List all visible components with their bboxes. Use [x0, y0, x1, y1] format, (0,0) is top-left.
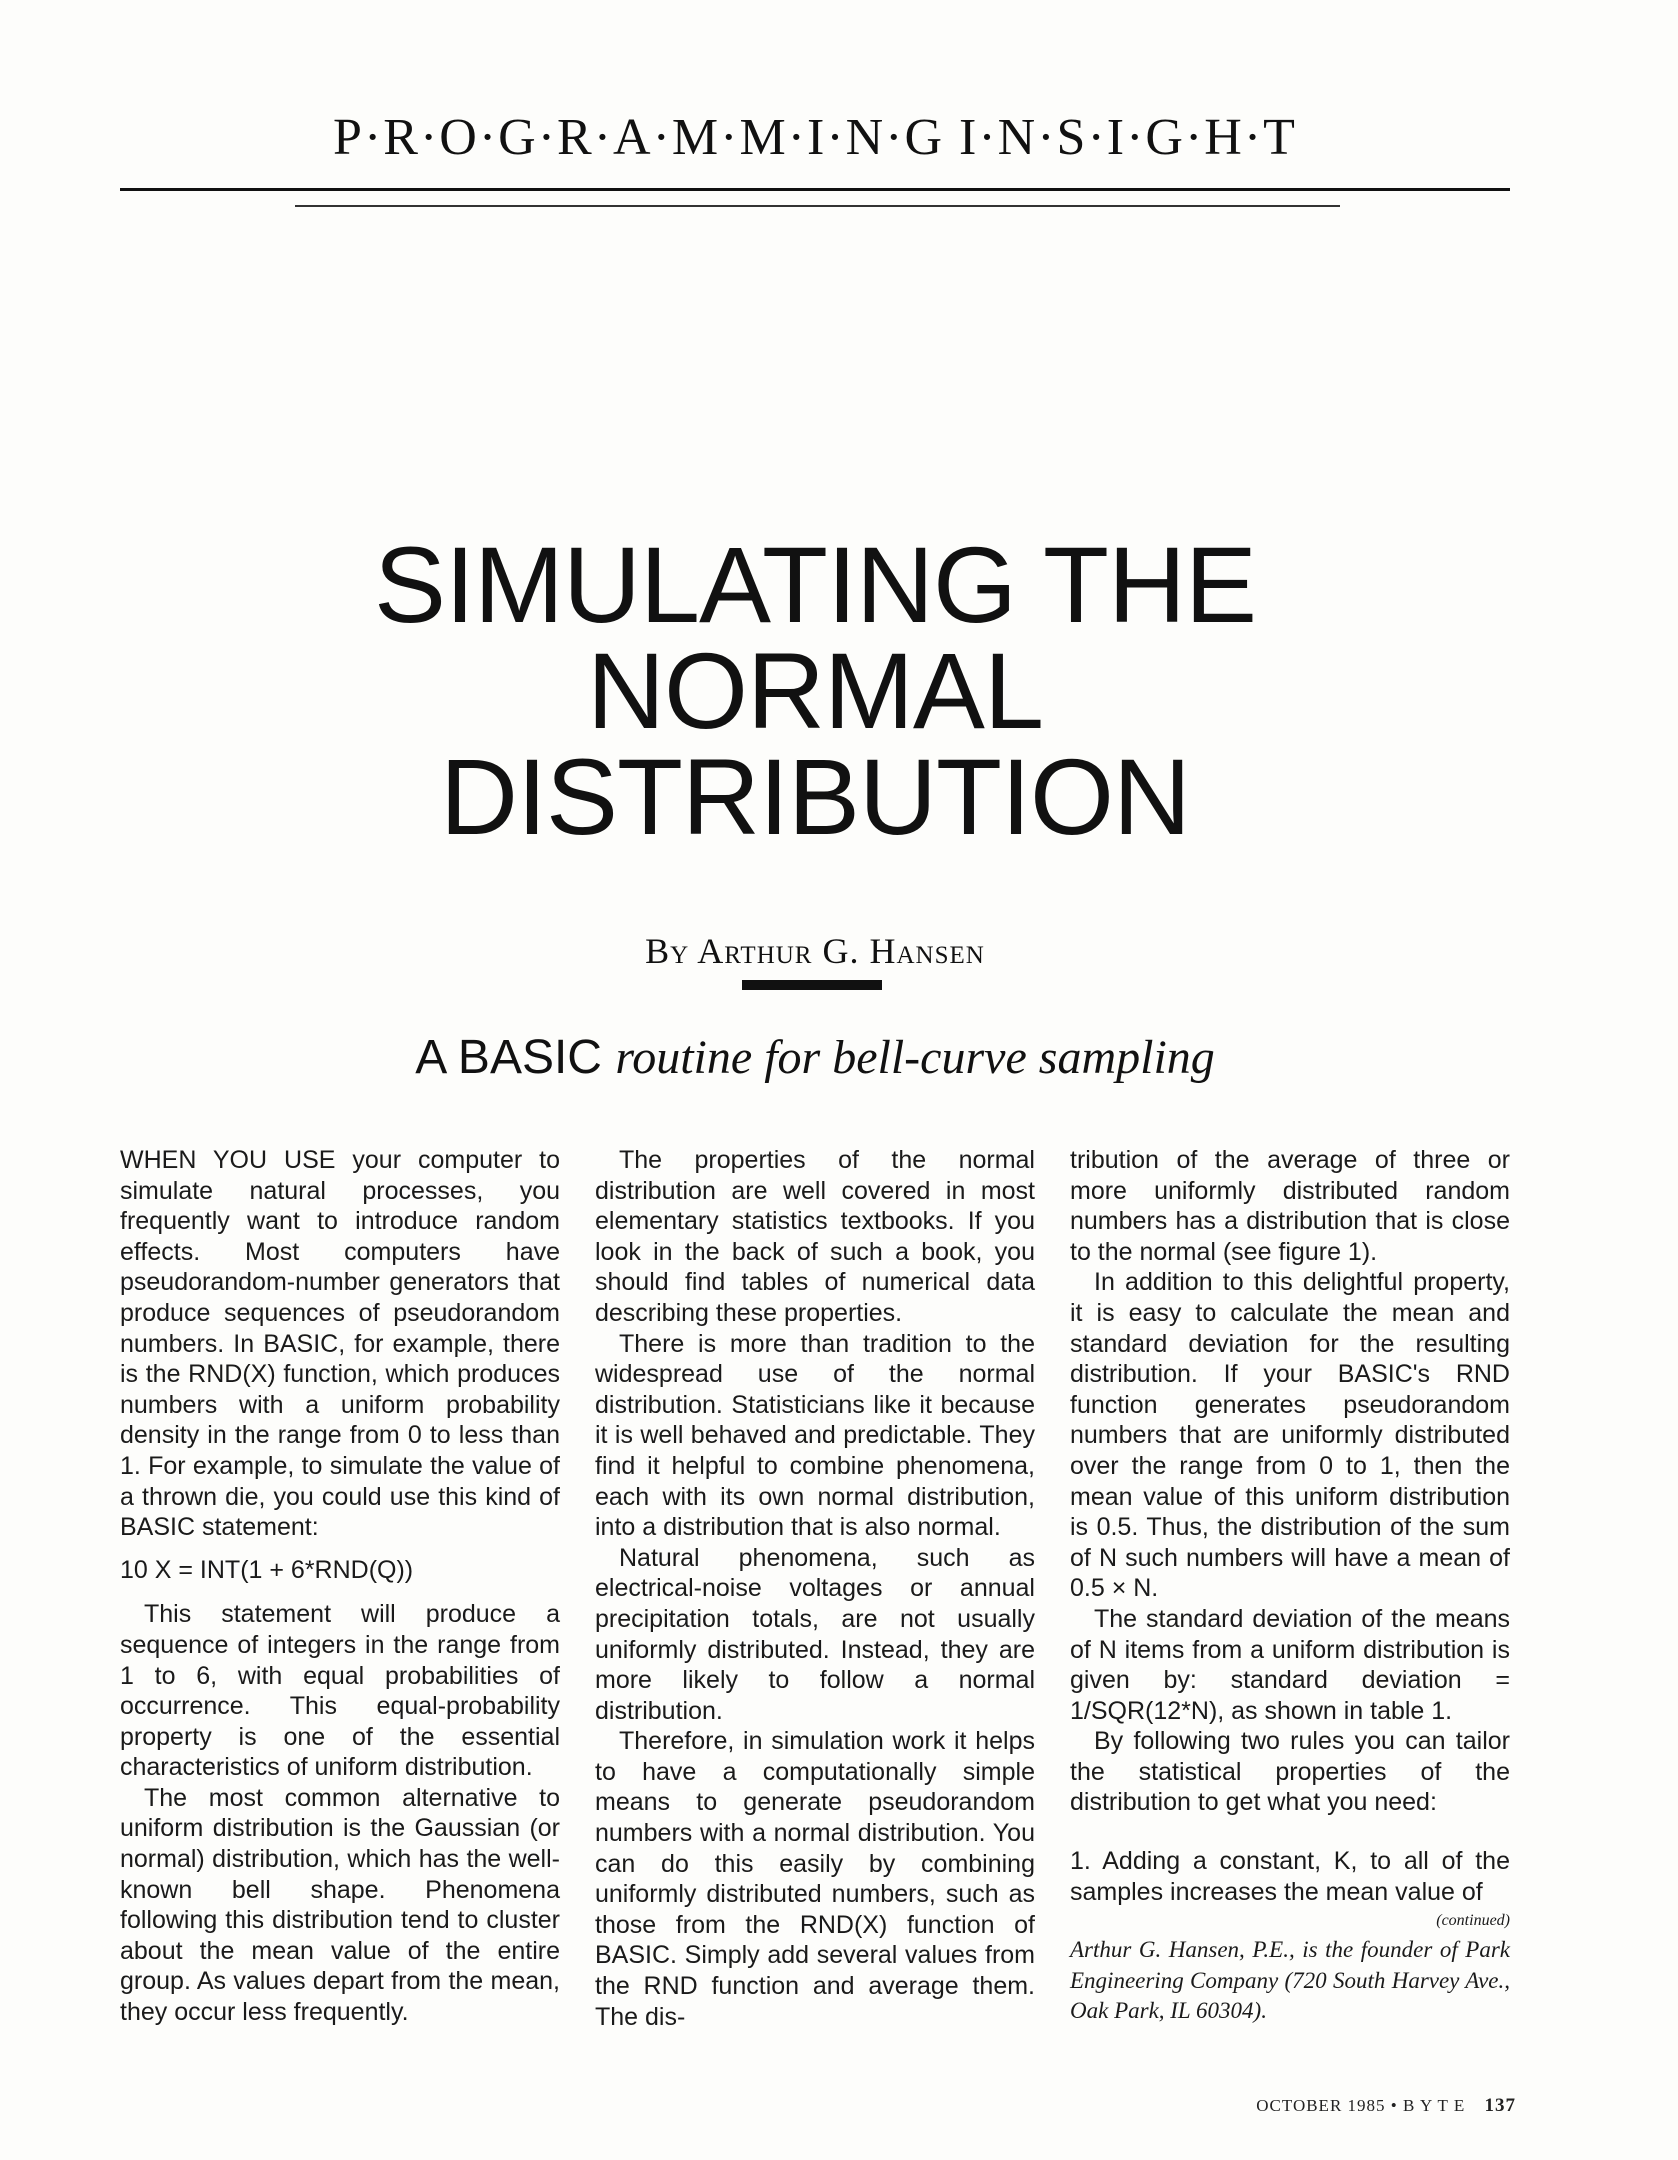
- article-title: [120, 524, 1510, 857]
- issue-line: OCTOBER 1985 • B Y T E: [1256, 2096, 1466, 2115]
- deck: [120, 1030, 1510, 1085]
- col3-paragraph-2: In addition to this delightful property, it is easy to calculate the mean and standard deviation for the resulting distribution. If your BASIC's RND function generates pseudorandom numbers that are uniformly distributed over the range from 0 to 1, then the mean value of this uniform distribution is 0.5. Thus, the distribution of the sum of N such numbers will have a mean of 0.5 × N.: [1070, 1268, 1510, 1603]
- col3-paragraph-4: By following two rules you can tailor the statistical properties of the distribution to get what you need:: [1070, 1727, 1510, 1817]
- deck-plain: A BASIC: [415, 1031, 602, 1084]
- col2-paragraph-2: There is more than tradition to the widespread use of the normal distribution. Statisticians like it because it is well behaved and predictable. They find it helpful to combine phenomena, each with its own normal distribution, into a distribution that is also normal.: [595, 1329, 1035, 1542]
- column-3: [1070, 1145, 1510, 2027]
- byline: By Arthur G. Hansen: [645, 931, 985, 971]
- col1-paragraph-1: WHEN YOU USE your computer to simulate natural processes, you frequently want to introduce random effects. Most computers have pseudorandom-number generators that produce sequences of pseudorandom numbers. In BASIC, for example, there is the RND(X) function, which produces numbers with a uniform probability density in the range from 0 to less than 1. For example, to simulate the value of a thrown die, you could use this kind of BASIC statement:: [120, 1146, 560, 1542]
- col3-paragraph-1: tribution of the average of three or more uniformly distributed random numbers has a distribution that is close to the normal (see figure 1).: [1070, 1146, 1510, 1266]
- page-number: 137: [1484, 2095, 1516, 2116]
- basic-code-line: 10 X = INT(1 + 6*RND(Q)): [120, 1555, 414, 1584]
- rule-1-text: 1. Adding a constant, K, to all of the samples increases the mean value of: [1070, 1847, 1510, 1906]
- col3-paragraph-3: The standard deviation of the means of N items from a uniform distribution is given by: standard deviation = 1/SQR(12*N), as shown in table 1.: [1070, 1604, 1510, 1725]
- column-2: [595, 1145, 1035, 2032]
- section-kicker: P·R·O·G·R·A·M·M·I·N·G I·N·S·I·G·H·T: [333, 109, 1297, 166]
- title-line-2: NORMAL: [586, 630, 1044, 751]
- page-footer: [1256, 2095, 1516, 2117]
- column-1: [120, 1145, 560, 2028]
- col2-paragraph-3: Natural phenomena, such as electrical-noise voltages or annual precipitation totals, are not usually uniformly distributed. Instead, they are more likely to follow a normal distribution.: [595, 1543, 1035, 1725]
- title-line-3: DISTRIBUTION: [439, 736, 1190, 857]
- title-line-1: SIMULATING THE: [373, 524, 1257, 645]
- col1-paragraph-2: This statement will produce a sequence of integers in the range from 1 to 6, with equal probabilities of occurrence. This equal-probability property is one of the essential characteristics of uniform distribution.: [120, 1600, 560, 1782]
- col2-paragraph-4: Therefore, in simulation work it helps to have a computationally simple means to generate pseudorandom numbers with a normal distribution. You can do this easily by combining uniformly distributed numbers, such as those from the RND(X) function of BASIC. Simply add several values from the RND function and average them. The dis-: [595, 1727, 1035, 2031]
- col1-paragraph-3: The most common alternative to uniform distribution is the Gaussian (or normal) distribution, which has the well-known bell shape. Phenomena following this distribution tend to cluster about the mean value of the entire group. As values depart from the mean, they occur less frequently.: [120, 1783, 560, 2027]
- header-rule-thin: [295, 205, 1340, 207]
- col2-paragraph-1: The properties of the normal distribution are well covered in most elementary statistics textbooks. If you look in the back of such a book, you should find tables of numerical data describing these properties.: [595, 1146, 1035, 1327]
- author-bio: Arthur G. Hansen, P.E., is the founder of Park Engineering Company (720 South Harvey Ave., Oak Park, IL 60304).: [1070, 1937, 1510, 2024]
- continued-marker: (continued): [1436, 1912, 1510, 1930]
- byline-divider-bar: [742, 980, 882, 990]
- header-rule-thick: [120, 188, 1510, 191]
- deck-italic: routine for bell-curve sampling: [615, 1031, 1215, 1084]
